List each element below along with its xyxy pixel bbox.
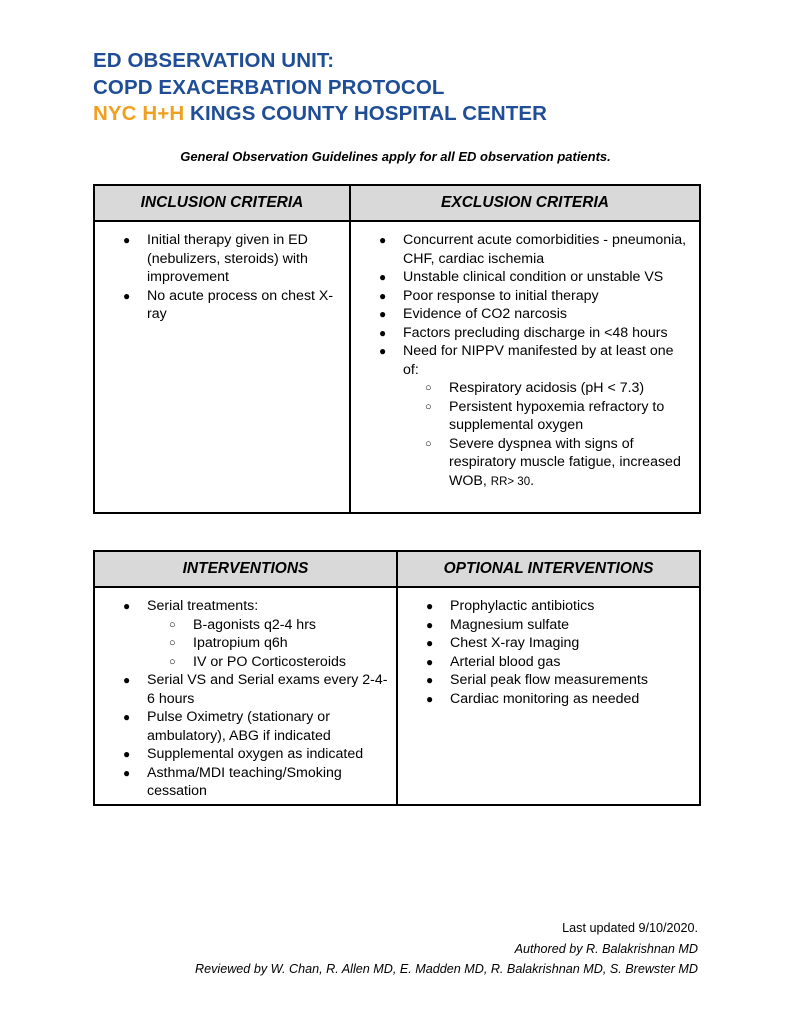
general-guidelines-note: General Observation Guidelines apply for all ED observation patients. bbox=[180, 149, 611, 164]
sub-list-item: ○ B-agonists q2-4 hrs bbox=[169, 616, 317, 633]
sub-list-item: ○ Respiratory acidosis (pH < 7.3) bbox=[425, 380, 645, 396]
sub-list-item: ○ Severe dyspnea with signs of respiratory muscle fatigue, increased WOB, RR> 30. bbox=[425, 435, 681, 489]
list-item: ● Serial VS and Serial exams every 2-4-6 hours bbox=[123, 672, 388, 707]
list-item: ● Factors precluding discharge in <48 hours bbox=[379, 324, 668, 341]
optional-interventions-list bbox=[398, 597, 699, 708]
sub-list-item: ○ IV or PO Corticosteroids bbox=[169, 653, 346, 670]
title-hospital-name: KINGS COUNTY HOSPITAL CENTER bbox=[184, 102, 548, 125]
document-footer bbox=[195, 918, 698, 980]
list-item: ● Poor response to initial therapy bbox=[379, 287, 599, 304]
title-accent: NYC H+H bbox=[93, 102, 185, 125]
reviewed-by: Reviewed by W. Chan, R. Allen MD, E. Madden MD, R. Balakrishnan MD, S. Brewster MD bbox=[195, 962, 698, 976]
sub-list-item: ○ Ipatropium q6h bbox=[169, 635, 288, 651]
authored-by: Authored by R. Balakrishnan MD bbox=[514, 941, 698, 956]
interventions-list bbox=[95, 597, 396, 801]
interventions-table bbox=[93, 550, 701, 806]
sub-list-item: ○ Persistent hypoxemia refractory to supplemental oxygen bbox=[425, 398, 665, 433]
list-item: ● No acute process on chest X-ray bbox=[123, 287, 334, 322]
list-item: ● Serial treatments: ○ B-agonists q2-4 hrs ○ Ipatropium q6h ○ IV or PO Corticosteroids bbox=[147, 597, 388, 671]
list-item: ● Unstable clinical condition or unstable VS bbox=[379, 269, 664, 285]
list-item: ● Need for NIPPV manifested by at least one of: ○ Respiratory acidosis (pH < 7.3) ○ Persistent hypoxemia refractory to supplemental oxygen ○ Severe dyspnea with signs of respiratory muscle fatigue, increased WOB, RR> 30. bbox=[403, 342, 691, 491]
optional-interventions-header: OPTIONAL INTERVENTIONS bbox=[397, 551, 700, 587]
rr-threshold: RR> 30 bbox=[490, 475, 531, 488]
list-item: ● Initial therapy given in ED (nebulizers, steroids) with improvement bbox=[123, 232, 308, 285]
interventions-cell bbox=[94, 587, 397, 805]
serial-treatments-sublist bbox=[147, 616, 388, 672]
inclusion-header: INCLUSION CRITERIA bbox=[94, 185, 350, 221]
exclusion-header: EXCLUSION CRITERIA bbox=[350, 185, 700, 221]
list-item: ● Evidence of CO2 narcosis bbox=[379, 306, 568, 322]
inclusion-list bbox=[95, 231, 349, 324]
inclusion-cell bbox=[94, 221, 350, 513]
title-line-unit: ED OBSERVATION UNIT: bbox=[93, 49, 335, 72]
list-item: ● Cardiac monitoring as needed bbox=[426, 690, 640, 707]
document-title bbox=[93, 48, 547, 128]
optional-interventions-cell bbox=[397, 587, 700, 805]
nippv-sublist bbox=[403, 379, 691, 491]
list-item: ● Asthma/MDI teaching/Smoking cessation bbox=[123, 764, 342, 799]
list-item: ● Concurrent acute comorbidities - pneumonia, CHF, cardiac ischemia bbox=[379, 232, 687, 267]
criteria-table bbox=[93, 184, 701, 514]
list-item: ● Arterial blood gas bbox=[426, 653, 561, 670]
list-item: ● Chest X-ray Imaging bbox=[426, 635, 580, 651]
list-item: ● Pulse Oximetry (stationary or ambulatory), ABG if indicated bbox=[123, 709, 331, 744]
list-item: ● Supplemental oxygen as indicated bbox=[123, 746, 364, 762]
last-updated: Last updated 9/10/2020. bbox=[562, 921, 698, 935]
title-line-protocol: COPD EXACERBATION PROTOCOL bbox=[93, 75, 445, 99]
title-line-hospital bbox=[93, 101, 547, 128]
list-item: ● Serial peak flow measurements bbox=[426, 672, 648, 688]
list-item: ● Magnesium sulfate bbox=[426, 616, 570, 633]
list-item: ● Prophylactic antibiotics bbox=[426, 598, 595, 614]
exclusion-cell bbox=[350, 221, 700, 513]
exclusion-list bbox=[351, 231, 699, 491]
interventions-header: INTERVENTIONS bbox=[94, 551, 397, 587]
